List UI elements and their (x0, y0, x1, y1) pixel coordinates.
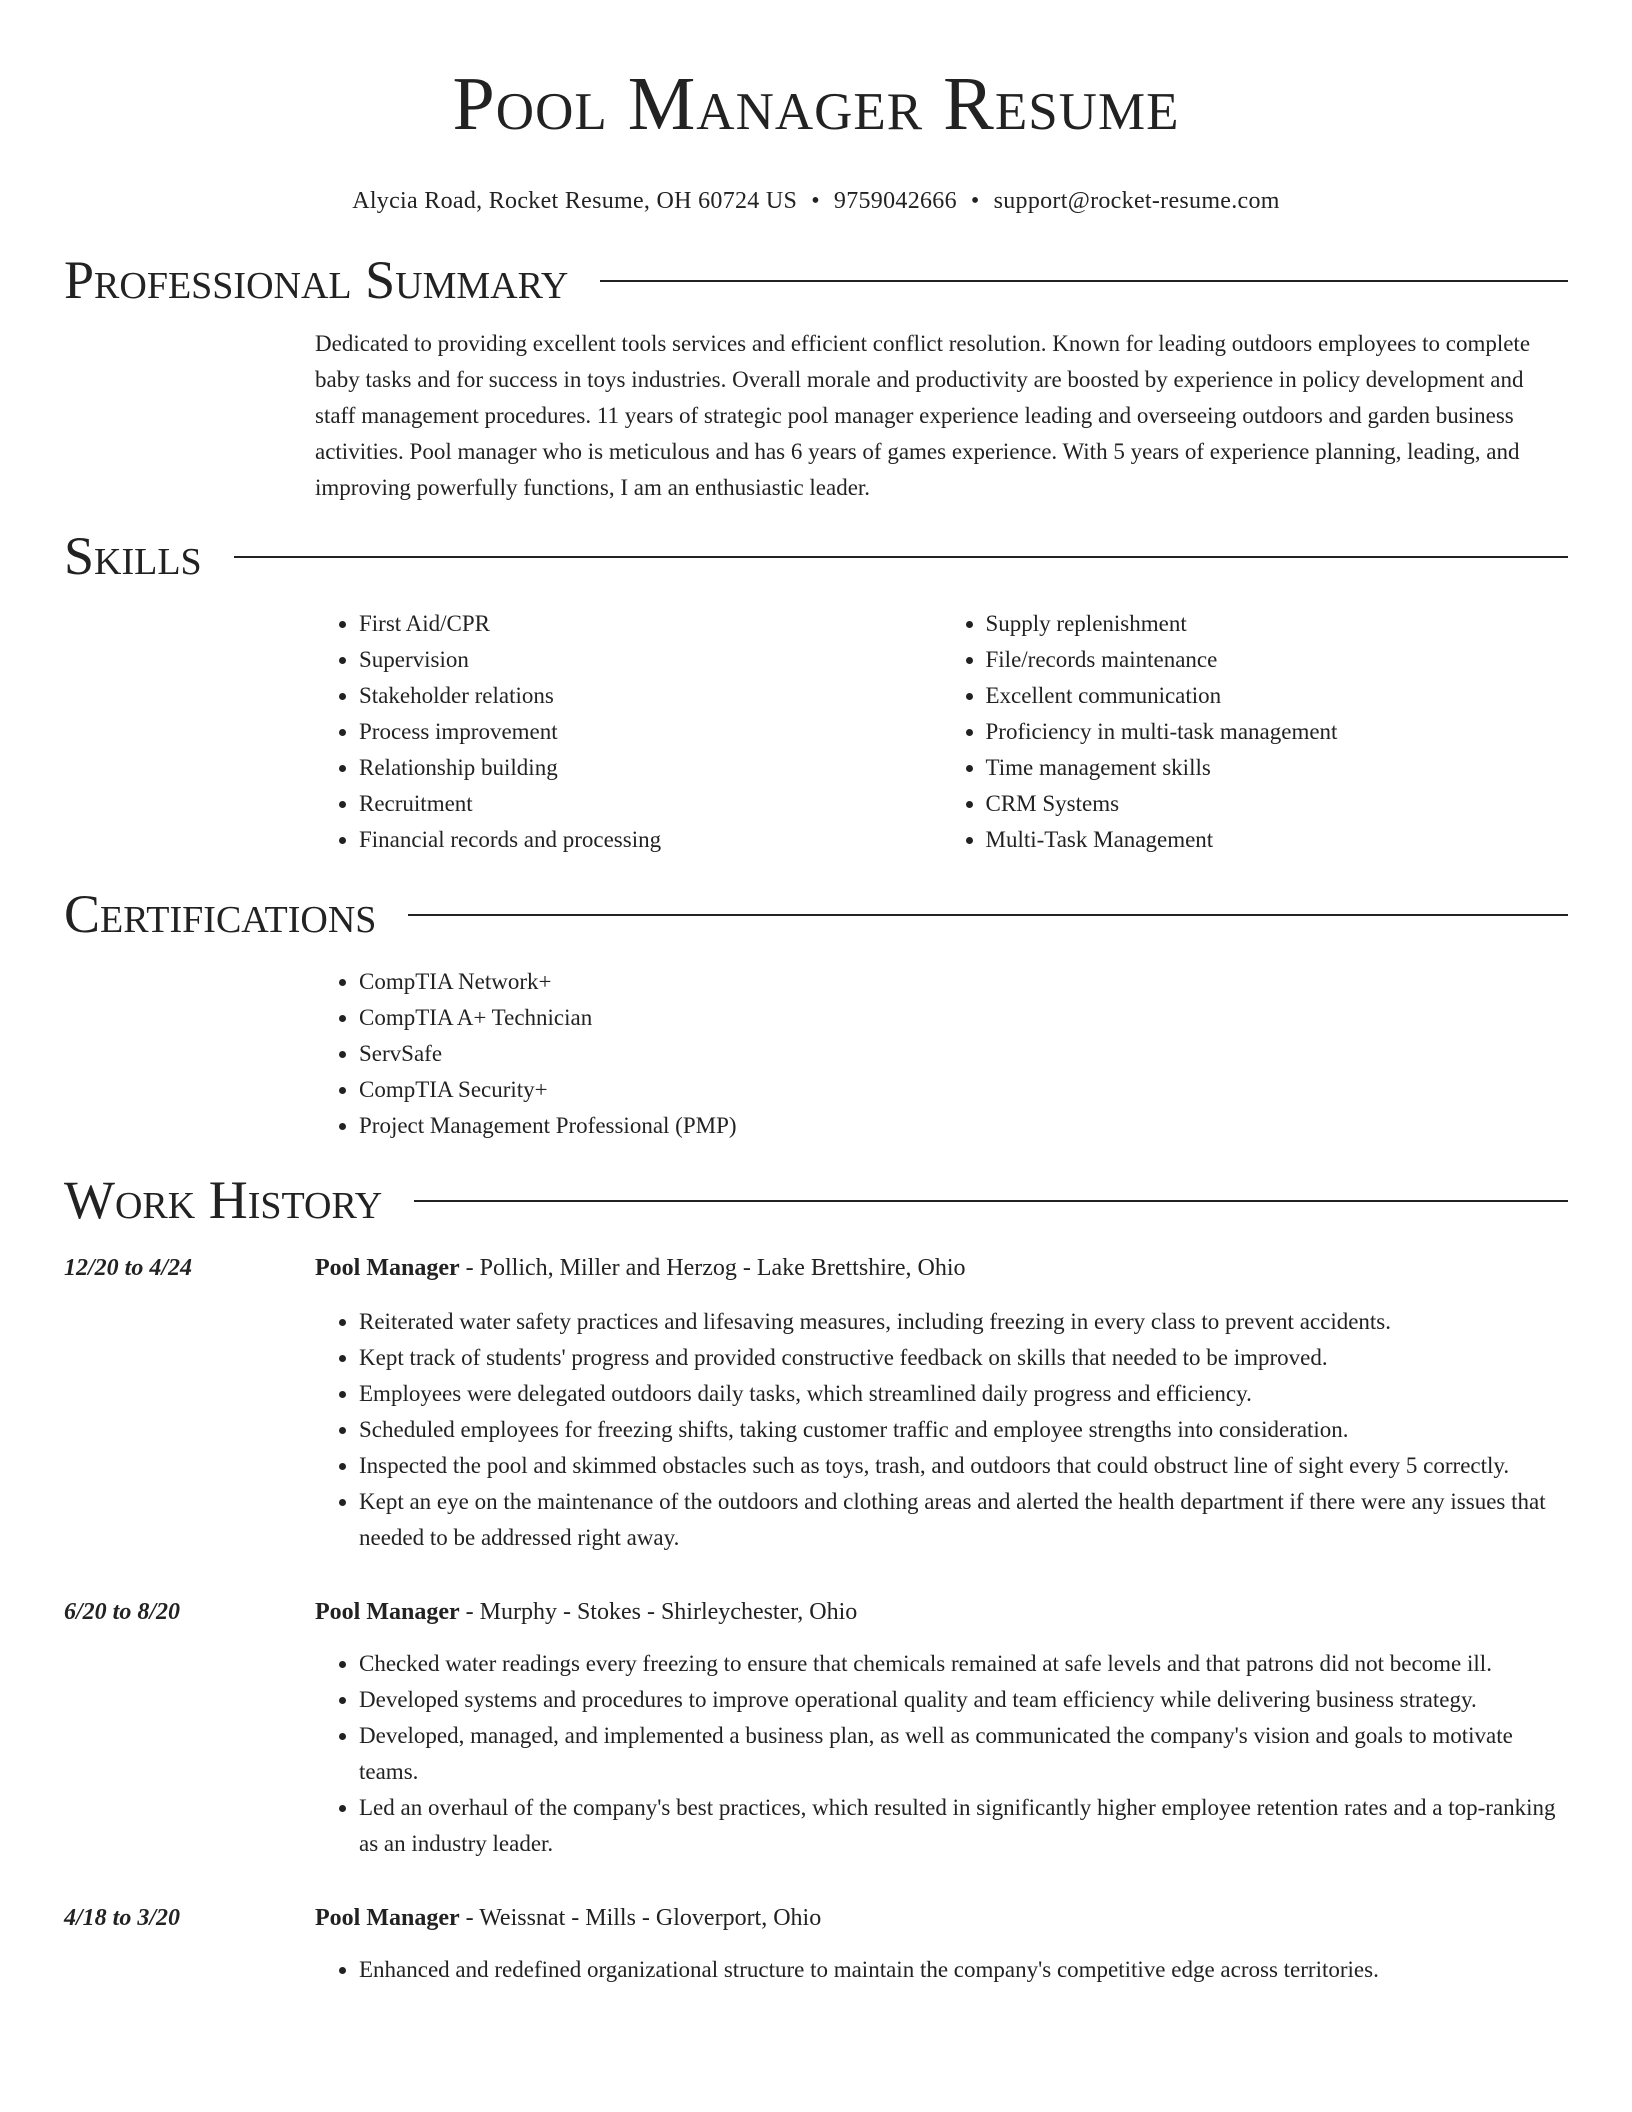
job-bullet: • Developed, managed, and implemented a business plan, as well as communicated the company's vision and goals to motivate teams. (359, 1718, 1568, 1790)
skill-item: • Stakeholder relations (359, 678, 942, 714)
job-bullets (315, 1952, 1568, 1988)
work-heading: Work History (64, 1170, 383, 1230)
certification-item: • Project Management Professional (PMP) (359, 1108, 1568, 1144)
contact-line (64, 186, 1568, 216)
job-bullet: • Enhanced and redefined organizational structure to maintain the company's competitive edge across territories. (359, 1952, 1568, 1988)
job-bullet: • Employees were delegated outdoors daily tasks, which streamlined daily progress and efficiency. (359, 1376, 1568, 1412)
job-title: Pool Manager (315, 1599, 460, 1625)
skill-item: • Time management skills (986, 750, 1569, 786)
skill-item: • CRM Systems (986, 786, 1569, 822)
skills-columns (315, 606, 1568, 858)
skill-item: • Proficiency in multi-task management (986, 714, 1569, 750)
skill-item: • Recruitment (359, 786, 942, 822)
skill-item: • First Aid/CPR (359, 606, 942, 642)
skill-item: • Excellent communication (986, 678, 1569, 714)
skill-item: • File/records maintenance (986, 642, 1569, 678)
job-title: Pool Manager (315, 1255, 460, 1281)
job-bullet: • Checked water readings every freezing to ensure that chemicals remained at safe levels and that patrons did not become ill. (359, 1646, 1568, 1682)
job-body (315, 1596, 1568, 1862)
job-bullet: • Reiterated water safety practices and lifesaving measures, including freezing in every class to prevent accidents. (359, 1304, 1568, 1340)
job-bullets (315, 1646, 1568, 1862)
job-heading (315, 1902, 1568, 1934)
job-bullet: • Scheduled employees for freezing shifts, taking customer traffic and employee strengths into consideration. (359, 1412, 1568, 1448)
skill-item: • Relationship building (359, 750, 942, 786)
job-bullet: • Led an overhaul of the company's best practices, which resulted in significantly higher employee retention rates and a top-ranking as an industry leader. (359, 1790, 1568, 1862)
section-divider (414, 1200, 1568, 1202)
contact-phone: 9759042666 (833, 188, 957, 214)
job-heading (315, 1596, 1568, 1628)
job-employer: - Pollich, Miller and Herzog - Lake Brettshire, Ohio (459, 1255, 966, 1281)
certifications-heading: Certifications (64, 884, 377, 944)
skills-list-right (942, 606, 1569, 858)
job-dates: 6/20 to 8/20 (64, 1599, 181, 1625)
section-divider (408, 914, 1568, 916)
job-entry (64, 1596, 1568, 1862)
work-section-header (64, 1168, 1568, 1232)
job-title: Pool Manager (315, 1905, 460, 1931)
skill-item: • Supply replenishment (986, 606, 1569, 642)
section-divider (600, 280, 1568, 282)
summary-block (315, 326, 1568, 506)
job-bullets (315, 1304, 1568, 1556)
certifications-section-header (64, 882, 1568, 946)
job-body (315, 1252, 1568, 1556)
job-entry (64, 1252, 1568, 1556)
job-bullet: • Kept an eye on the maintenance of the outdoors and clothing areas and alerted the health department if there were any issues that needed to be addressed right away. (359, 1484, 1568, 1556)
skills-heading: Skills (64, 526, 202, 586)
certifications-list (315, 964, 1568, 1144)
job-bullet: • Kept track of students' progress and provided constructive feedback on skills that needed to be improved. (359, 1340, 1568, 1376)
job-bullet: • Inspected the pool and skimmed obstacles such as toys, trash, and outdoors that could obstruct line of sight every 5 correctly. (359, 1448, 1568, 1484)
job-entry (64, 1902, 1568, 1988)
summary-section-header (64, 248, 1568, 312)
certifications-block (315, 964, 1568, 1144)
job-dates: 4/18 to 3/20 (64, 1905, 181, 1931)
summary-text: Dedicated to providing excellent tools services and efficient conflict resolution. Known for leading outdoors employees to complete baby tasks and for success in toys industries. Overall morale and productivity are boosted by experience in policy development and staff management procedures. 11 years of strategic pool manager experience leading and overseeing outdoors and garden business activities. Pool manager who is meticulous and has 6 years of games experience. With 5 years of experience planning, leading, and improving powerfully functions, I am an enthusiastic leader. (315, 331, 1531, 500)
certification-item: • CompTIA Network+ (359, 964, 1568, 1000)
skills-section-header (64, 524, 1568, 588)
job-heading (315, 1252, 1568, 1284)
skill-item: • Financial records and processing (359, 822, 942, 858)
certification-item: • ServSafe (359, 1036, 1568, 1072)
contact-separator: • (970, 188, 980, 214)
job-body (315, 1902, 1568, 1988)
summary-heading: Professional Summary (64, 250, 569, 310)
skill-item: • Process improvement (359, 714, 942, 750)
job-employer: - Murphy - Stokes - Shirleychester, Ohio (459, 1599, 858, 1625)
job-employer: - Weissnat - Mills - Gloverport, Ohio (459, 1905, 822, 1931)
certification-item: • CompTIA Security+ (359, 1072, 1568, 1108)
contact-email: support@rocket-resume.com (993, 188, 1280, 214)
contact-address: Alycia Road, Rocket Resume, OH 60724 US (352, 188, 798, 214)
section-divider (234, 556, 1568, 558)
certification-item: • CompTIA A+ Technician (359, 1000, 1568, 1036)
contact-separator: • (811, 188, 820, 214)
skill-item: • Supervision (359, 642, 942, 678)
job-bullet: • Developed systems and procedures to improve operational quality and team efficiency while delivering business strategy. (359, 1682, 1568, 1718)
job-dates: 12/20 to 4/24 (64, 1255, 193, 1281)
skill-item: • Multi-Task Management (986, 822, 1569, 858)
skills-list-left (315, 606, 942, 858)
resume-title: Pool Manager Resume (452, 62, 1180, 146)
